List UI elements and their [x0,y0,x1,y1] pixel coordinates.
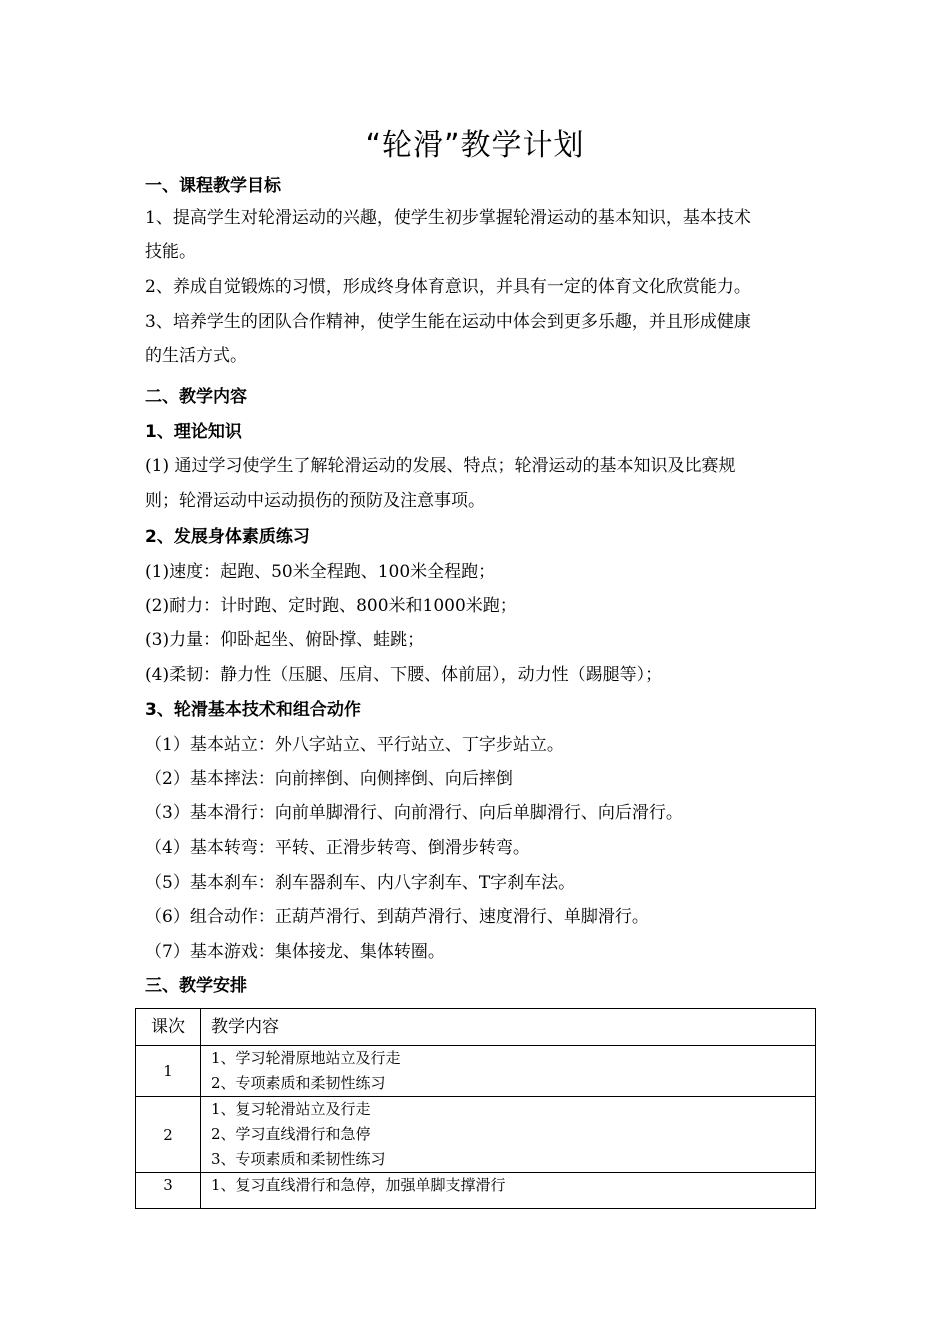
section2-sub3-line-1: （1）基本站立：外八字站立、平行站立、丁字步站立。 [145,735,564,755]
lesson-item: 3、专项素质和柔韧性练习 [211,1150,386,1168]
section2-sub2-heading: 2、发展身体素质练习 [145,527,310,547]
section2-sub2-line-2: (2)耐力：计时跑、定时跑、800米和1000米跑； [145,596,517,616]
section1-heading: 一、课程教学目标 [145,176,281,196]
section2-sub3-line-6: （6）组合动作：正葫芦滑行、到葫芦滑行、速度滑行、单脚滑行。 [145,907,649,927]
section3-heading: 三、教学安排 [145,976,247,996]
section2-sub1-line-1: (1) 通过学习使学生了解轮滑运动的发展、特点；轮滑运动的基本知识及比赛规 [145,456,736,476]
lesson-item: 1、复习直线滑行和急停，加强单脚支撑滑行 [211,1176,506,1194]
lesson-number-cell: 3 [136,1173,201,1209]
section1-line-4: 3、培养学生的团队合作精神，使学生能在运动中体会到更多乐趣，并且形成健康 [145,312,751,332]
lesson-number-cell: 2 [136,1097,201,1173]
table-row [136,1046,816,1097]
section1-line-2: 技能。 [145,242,196,262]
section2-sub2-line-4: (4)柔韧：静力性（压腿、压肩、下腰、体前屈），动力性（踢腿等）； [145,665,663,685]
lesson-item: 2、专项素质和柔韧性练习 [211,1074,386,1092]
section1-line-3: 2、养成自觉锻炼的习惯，形成终身体育意识，并具有一定的体育文化欣赏能力。 [145,277,751,297]
table-row [136,1097,816,1173]
lesson-content-cell [201,1173,816,1209]
section2-sub3-heading: 3、轮滑基本技术和组合动作 [145,700,361,720]
table-row [136,1173,816,1209]
section1-line-5: 的生活方式。 [145,346,247,366]
section2-sub3-line-2: （2）基本摔法：向前摔倒、向侧摔倒、向后摔倒 [145,769,513,789]
header-teaching-content: 教学内容 [201,1009,816,1046]
section2-sub3-line-4: （4）基本转弯：平转、正滑步转弯、倒滑步转弯。 [145,838,530,858]
lesson-number-cell: 1 [136,1046,201,1097]
section2-heading: 二、教学内容 [145,387,247,407]
lesson-item: 1、复习轮滑站立及行走 [211,1100,371,1118]
section2-sub3-line-7: （7）基本游戏：集体接龙、集体转圈。 [145,942,445,962]
section1-line-1: 1、提高学生对轮滑运动的兴趣，使学生初步掌握轮滑运动的基本知识，基本技术 [145,208,751,228]
header-lesson-number: 课次 [136,1009,201,1046]
section2-sub1-heading: 1、理论知识 [145,422,242,442]
section2-sub3-line-3: （3）基本滑行：向前单脚滑行、向前滑行、向后单脚滑行、向后滑行。 [145,803,683,823]
lesson-content-cell [201,1097,816,1173]
section2-sub2-line-1: (1)速度：起跑、50米全程跑、100米全程跑； [145,562,496,582]
lesson-item: 2、学习直线滑行和急停 [211,1125,371,1143]
lesson-item: 1、学习轮滑原地站立及行走 [211,1049,401,1067]
section2-sub3-line-5: （5）基本刹车：刹车器刹车、内八字刹车、T字刹车法。 [145,873,576,893]
table-header-row [136,1009,816,1046]
document-title: “轮滑”教学计划 [365,128,585,163]
schedule-table [135,1008,816,1209]
section2-sub2-line-3: (3)力量：仰卧起坐、俯卧撑、蛙跳； [145,630,425,650]
section2-sub1-line-2: 则；轮滑运动中运动损伤的预防及注意事项。 [145,491,485,511]
lesson-content-cell [201,1046,816,1097]
